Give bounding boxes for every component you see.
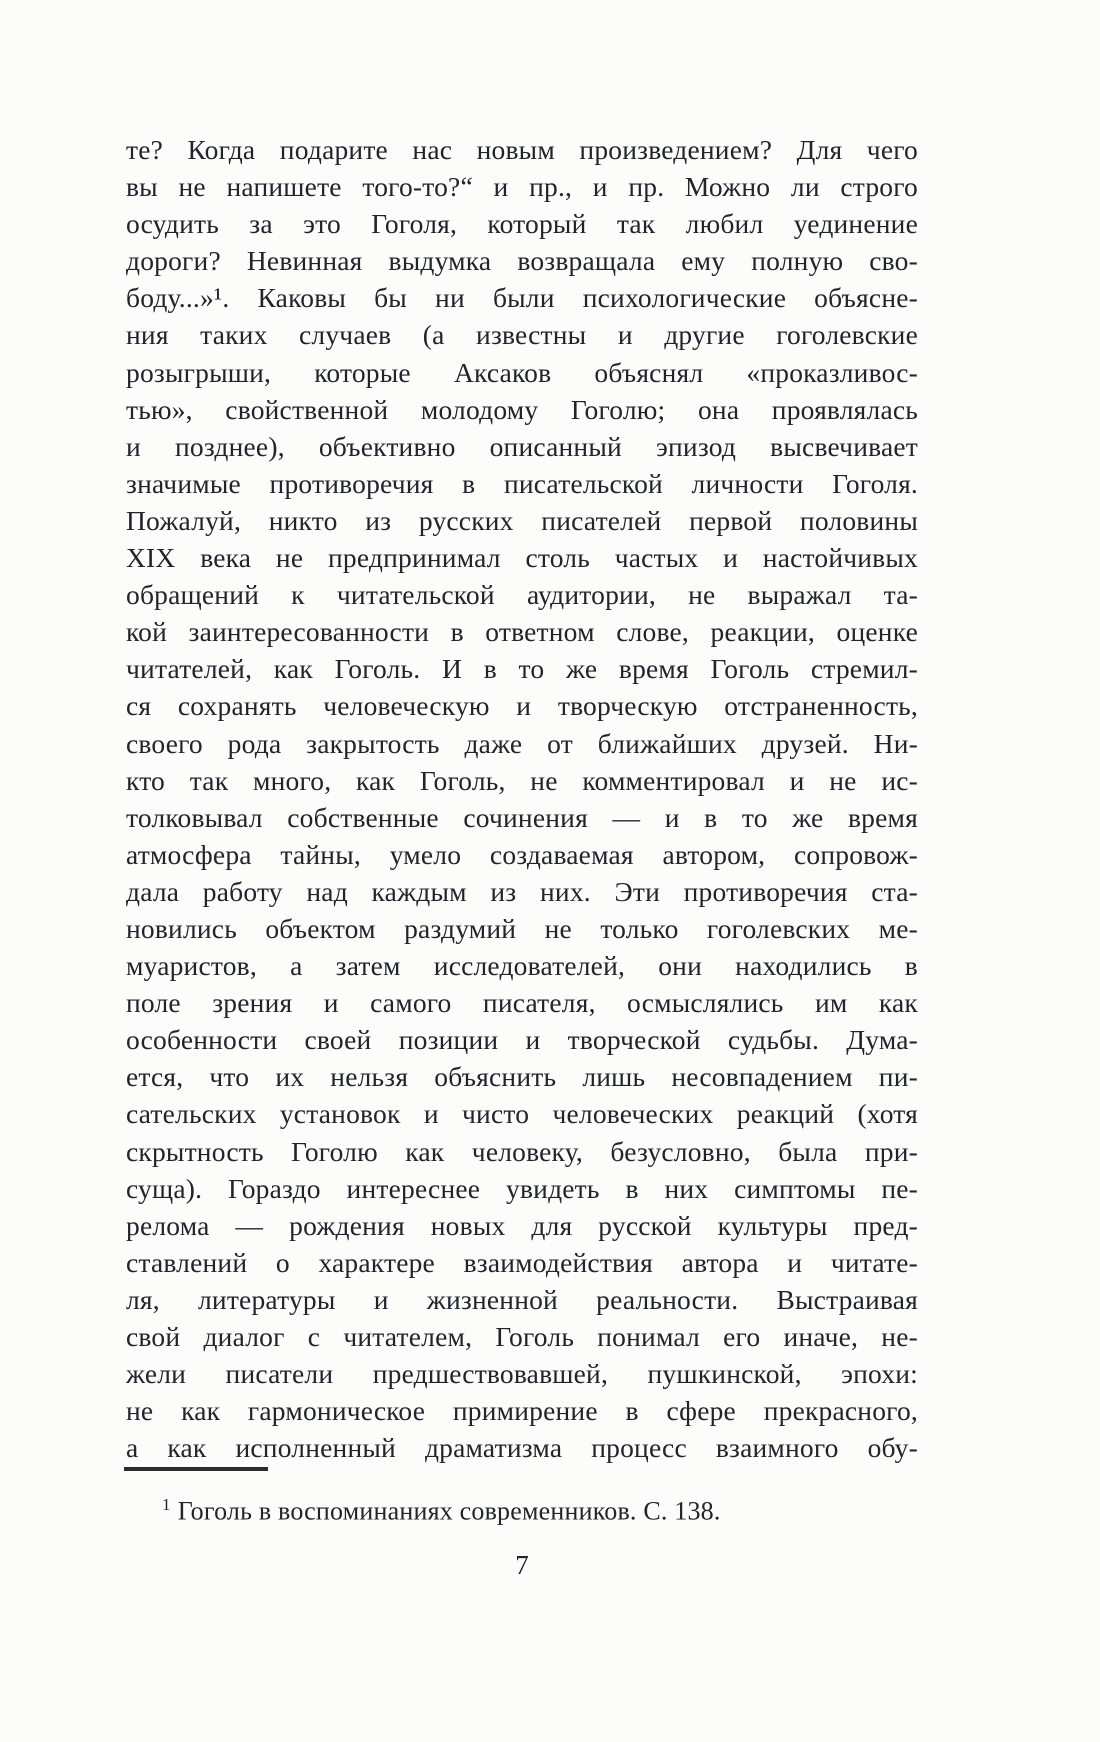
main-text <box>126 131 918 1466</box>
text-line: значимые противоречия в писательской личности Гоголя. <box>126 467 918 499</box>
text-line: своего рода закрытость даже от ближайших друзей. Ни- <box>126 727 918 759</box>
text-line: осудить за это Гоголя, который так любил уединение <box>126 208 918 240</box>
text-line: XIX века не предпринимал столь частых и настойчивых <box>126 542 918 574</box>
text-line: вы не напишете того-то?“ и пр., и пр. Можно ли строго <box>126 171 918 203</box>
text-line: не как гармоническое примирение в сфере прекрасного, <box>126 1395 918 1427</box>
text-line: ния таких случаев (а известны и другие гоголевские <box>126 319 918 351</box>
text-line: ся сохранять человеческую и творческую отстраненность, <box>126 690 918 722</box>
text-line: скрытность Гоголю как человеку, безусловно, была при- <box>126 1135 918 1167</box>
text-line: кто так много, как Гоголь, не комментировал и не ис- <box>126 764 918 796</box>
text-line: а как исполненный драматизма процесс взаимного обу- <box>126 1432 918 1464</box>
text-line: новились объектом раздумий не только гоголевских ме- <box>126 912 918 944</box>
text-line: ставлений о характере взаимодействия автора и читате- <box>126 1246 918 1278</box>
text-line: читателей, как Гоголь. И в то же время Гоголь стремил- <box>126 653 918 685</box>
text-line: свой диалог с читателем, Гоголь понимал его иначе, не- <box>126 1321 918 1352</box>
footnote-divider <box>124 1467 268 1471</box>
text-line: Пожалуй, никто из русских писателей первой половины <box>126 504 918 536</box>
text-line: розыгрыши, которые Аксаков объяснял «проказливос- <box>126 356 918 388</box>
text-line: дороги? Невинная выдумка возвращала ему полную сво- <box>126 245 918 277</box>
text-line: ля, литературы и жизненной реальности. Выстраивая <box>126 1283 918 1315</box>
text-line: жели писатели предшествовавшей, пушкинской, эпохи: <box>126 1358 918 1390</box>
text-line: и позднее), объективно описанный эпизод высвечивает <box>126 430 918 462</box>
text-line: обращений к читательской аудитории, не выражал та- <box>126 579 918 611</box>
text-line: поле зрения и самого писателя, осмыслялись им как <box>126 987 918 1019</box>
text-line: толковывал собственные сочинения — и в то же время <box>126 801 918 833</box>
page-number: 7 <box>515 1550 529 1580</box>
text-line: тью», свойственной молодому Гоголю; она проявлялась <box>126 393 918 425</box>
footnote-text: Гоголь в воспоминаниях современников. С. 138. <box>177 1496 721 1526</box>
text-line: суща). Гораздо интереснее увидеть в них симптомы пе- <box>126 1172 918 1204</box>
text-line: муаристов, а затем исследователей, они находились в <box>126 950 918 982</box>
text-line: боду...»¹. Каковы бы ни были психологические объясне- <box>126 282 918 314</box>
text-line: дала работу над каждым из них. Эти противоречия ста- <box>126 875 918 907</box>
text-line: ется, что их нельзя объяснить лишь несовпадением пи- <box>126 1061 918 1093</box>
text-line: те? Когда подарите нас новым произведением? Для чего <box>126 134 918 165</box>
text-line: особенности своей позиции и творческой судьбы. Дума- <box>126 1024 918 1056</box>
footnote-marker: 1 <box>162 1495 171 1514</box>
footnote <box>126 1488 918 1529</box>
text-line: релома — рождения новых для русской культуры пред- <box>126 1209 918 1241</box>
text-line: сательских установок и чисто человеческих реакций (хотя <box>126 1098 918 1130</box>
text-line: атмосфера тайны, умело создаваемая автором, сопровож- <box>126 838 918 870</box>
text-line: кой заинтересованности в ответном слове, реакции, оценке <box>126 616 918 648</box>
